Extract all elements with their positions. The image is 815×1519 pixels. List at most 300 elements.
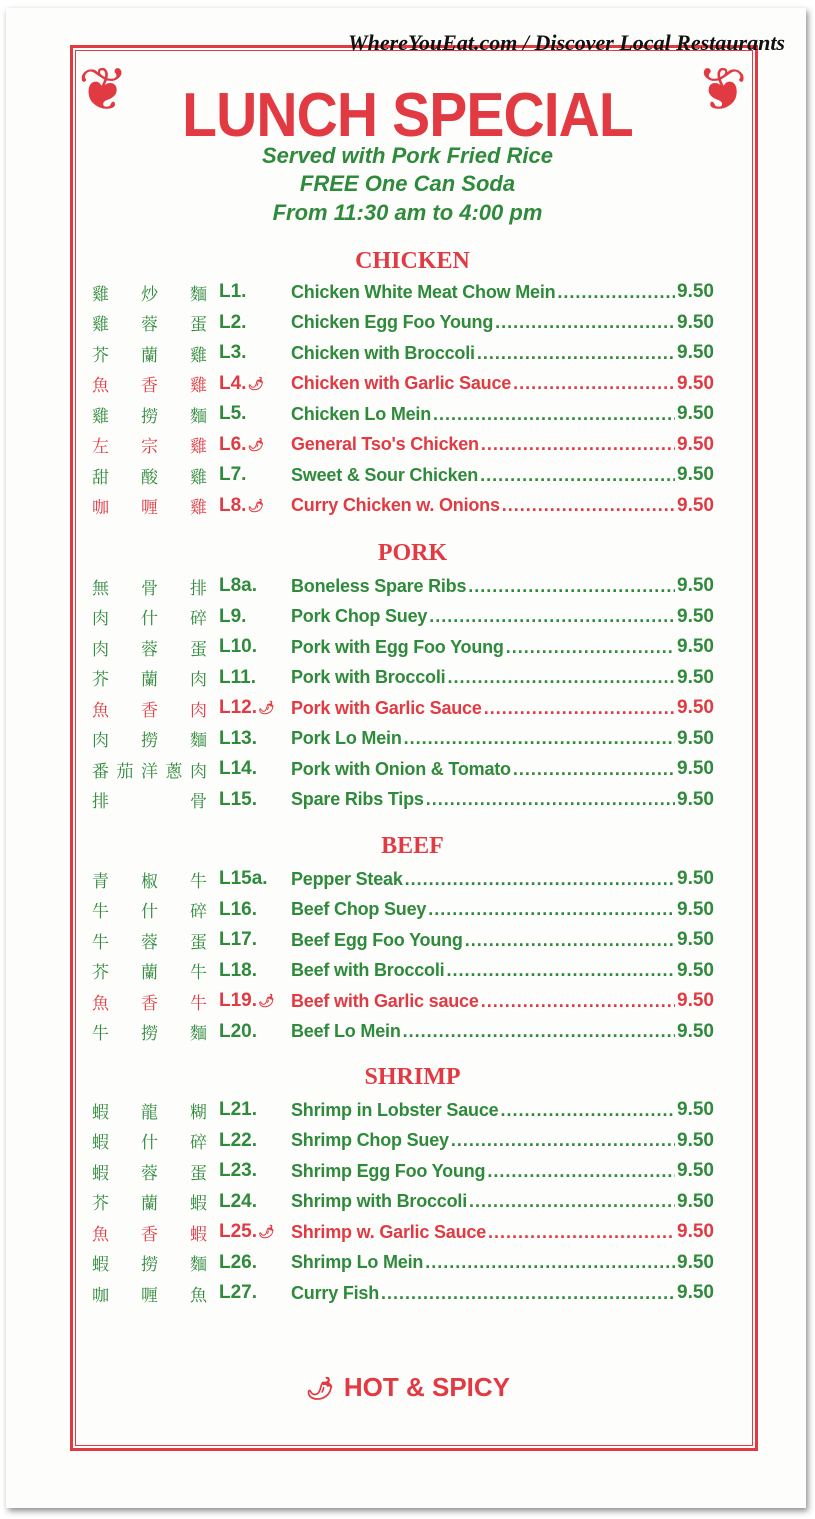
item-code-text: L15a.: [219, 868, 268, 889]
item-price: 9.50: [677, 929, 714, 950]
chinese-char: 雞: [190, 467, 207, 488]
item-code: [219, 1282, 291, 1304]
item-code: [219, 1021, 291, 1043]
chinese-char: 魚: [92, 700, 109, 721]
item-name: Sweet & Sour Chicken: [291, 464, 479, 485]
chinese-name: [92, 371, 207, 396]
menu-item: [92, 572, 714, 600]
item-name: Pork with Egg Foo Young: [291, 636, 504, 657]
chinese-name: [92, 1128, 207, 1153]
dot-leader: [502, 495, 675, 516]
item-price: 9.50: [677, 433, 714, 455]
item-code: [219, 464, 291, 486]
dot-leader: [477, 343, 675, 364]
menu-item: [92, 1096, 714, 1124]
chinese-char: 宗: [141, 437, 158, 457]
item-code-text: L7.: [219, 464, 247, 485]
item-code-text: L1.: [219, 281, 247, 302]
menu-item: [92, 865, 714, 893]
item-price: 9.50: [677, 758, 714, 779]
menu-item: [92, 1188, 714, 1216]
item-price: 9.50: [677, 575, 714, 596]
menu-item: [92, 755, 714, 783]
chinese-char: 蘭: [141, 1194, 158, 1214]
item-code-text: L24.: [219, 1190, 258, 1212]
chinese-char: 蓉: [141, 639, 158, 660]
chinese-char: 蛋: [190, 639, 207, 660]
dot-leader: [495, 312, 675, 333]
chili-pepper-icon: 🌶: [258, 1224, 275, 1239]
item-price: 9.50: [677, 1160, 714, 1181]
chinese-char: 魚: [92, 993, 109, 1014]
menu-item: [92, 957, 714, 985]
item-code-text: L10.: [219, 636, 258, 657]
chinese-char: 牛: [190, 993, 207, 1014]
subtitle-line: From 11:30 am to 4:00 pm: [272, 200, 543, 225]
menu-item: [92, 725, 714, 753]
item-name: Shrimp with Broccoli: [291, 1191, 468, 1211]
chinese-char: 雞: [190, 345, 207, 366]
chinese-char: 蓉: [141, 315, 158, 335]
chinese-char: 牛: [190, 963, 207, 983]
dot-leader: [403, 1021, 675, 1042]
item-code: [219, 929, 291, 951]
chinese-name: [92, 1098, 207, 1123]
item-price: 9.50: [677, 1282, 714, 1303]
item-name: Spare Ribs Tips: [291, 789, 424, 809]
menu-item: [92, 339, 714, 367]
item-code: [219, 342, 291, 364]
hot-spicy-legend: [0, 1372, 815, 1403]
item-code-text: L19.: [219, 990, 258, 1011]
item-code-text: L20.: [219, 1020, 258, 1042]
chinese-char: 肉: [190, 670, 207, 690]
item-price: 9.50: [677, 990, 714, 1011]
chinese-name: [92, 867, 207, 892]
chinese-char: 香: [141, 376, 158, 396]
item-name: Beef Lo Mein: [291, 1021, 401, 1041]
chinese-name: [92, 1220, 207, 1245]
chinese-char: 麵: [190, 406, 207, 427]
item-code: [219, 373, 291, 395]
item-price: 9.50: [677, 1221, 714, 1242]
chinese-char: 蝦: [92, 1133, 109, 1153]
item-code: [219, 281, 291, 303]
chinese-char: 牛: [92, 932, 109, 953]
item-code-text: L3.: [219, 342, 247, 363]
chinese-char: 芥: [92, 1194, 109, 1214]
chinese-char: 蝦: [92, 1102, 109, 1123]
item-name: Shrimp Chop Suey: [291, 1130, 449, 1150]
chinese-name: [92, 726, 207, 751]
chinese-char: 雞: [92, 406, 109, 427]
chinese-char: 碎: [190, 609, 207, 629]
item-price: 9.50: [677, 1190, 714, 1212]
chinese-char: 牛: [92, 1024, 109, 1044]
dot-leader: [481, 991, 675, 1012]
chili-pepper-icon: 🌶: [258, 993, 275, 1008]
chinese-char: 蓉: [141, 1163, 158, 1184]
dot-leader: [446, 960, 675, 981]
section-header-chicken: CHICKEN: [355, 248, 470, 274]
chinese-char: 牛: [190, 871, 207, 892]
menu-item: [92, 633, 714, 661]
chinese-char: 無: [92, 578, 109, 599]
menu-item: [92, 1127, 714, 1155]
item-price: 9.50: [677, 788, 714, 810]
chinese-name: [92, 635, 207, 660]
chinese-char: 香: [141, 993, 158, 1014]
chinese-char: 甜: [92, 467, 109, 488]
item-name: Chicken Lo Mein: [291, 403, 432, 424]
chinese-name: [92, 1019, 207, 1044]
chinese-char: 香: [141, 700, 158, 721]
item-code: [219, 899, 291, 921]
item-name: Shrimp in Lobster Sauce: [291, 1099, 499, 1120]
item-name: Curry Fish: [291, 1282, 380, 1303]
menu-item: [92, 1218, 714, 1246]
chinese-char: 青: [92, 871, 109, 892]
item-name: Chicken with Garlic Sauce: [291, 373, 512, 393]
item-code-text: L6.: [219, 433, 247, 455]
chinese-char: 咖: [92, 1285, 109, 1306]
chinese-char: 骨: [141, 578, 158, 599]
menu-item: [92, 492, 714, 520]
menu-item: [92, 370, 714, 398]
item-code: [219, 312, 291, 334]
chinese-char: 麵: [190, 1024, 207, 1044]
item-code: [219, 758, 291, 780]
item-code: [219, 789, 291, 811]
menu-item: [92, 664, 714, 692]
chinese-name: [92, 958, 207, 983]
dot-leader: [465, 930, 675, 951]
dot-leader: [447, 667, 675, 688]
menu-item: [92, 1279, 714, 1307]
chinese-name: [92, 604, 207, 629]
item-code-text: L15.: [219, 788, 258, 810]
menu-item: [92, 309, 714, 337]
item-name: General Tso's Chicken: [291, 434, 479, 454]
floral-ornament-icon: ❦: [696, 56, 747, 123]
section-header-pork: PORK: [377, 540, 448, 566]
menu-item: [92, 400, 714, 428]
item-code-text: L23.: [219, 1160, 258, 1181]
chinese-char: 骨: [190, 792, 207, 812]
dot-leader: [506, 637, 675, 658]
chinese-char: 蘭: [141, 963, 158, 983]
menu-title: LUNCH SPECIAL: [182, 81, 633, 150]
chinese-char: 什: [141, 609, 158, 629]
chinese-name: [92, 402, 207, 427]
chinese-char: 麵: [190, 1255, 207, 1275]
menu-item: [92, 694, 714, 722]
dot-leader: [381, 1283, 675, 1304]
item-code-text: L2.: [219, 311, 247, 333]
chili-pepper-icon: 🌶: [305, 1376, 334, 1401]
item-name: Pork Chop Suey: [291, 606, 428, 626]
chinese-char: 撈: [141, 1255, 158, 1275]
item-code-text: L17.: [219, 929, 258, 950]
item-price: 9.50: [677, 1099, 714, 1120]
chinese-name: [92, 928, 207, 953]
item-name: Shrimp Egg Foo Young: [291, 1160, 486, 1181]
chinese-name: [92, 1159, 207, 1184]
legend-label: HOT & SPICY: [343, 1372, 511, 1402]
item-code-text: L27.: [219, 1282, 258, 1303]
item-price: 9.50: [677, 1251, 714, 1273]
chinese-char: 牛: [92, 902, 109, 922]
item-price: 9.50: [677, 311, 714, 333]
item-code-text: L4.: [219, 372, 247, 394]
item-price: 9.50: [677, 1129, 714, 1151]
menu-item: [92, 603, 714, 631]
item-code: [219, 1160, 291, 1182]
chinese-char: 魚: [92, 376, 109, 396]
chinese-char: 蛋: [190, 1163, 207, 1184]
chinese-name: [92, 1189, 207, 1214]
chinese-char: 咖: [92, 498, 109, 518]
subtitle-line: Served with Pork Fried Rice: [262, 143, 553, 168]
chinese-name: [92, 463, 207, 488]
dot-leader: [425, 1252, 675, 1273]
item-code: [219, 1130, 291, 1152]
dot-leader: [513, 373, 675, 394]
item-price: 9.50: [677, 697, 714, 718]
chinese-char: 肉: [92, 609, 109, 629]
item-name: Beef Chop Suey: [291, 899, 427, 919]
item-price: 9.50: [677, 868, 714, 889]
chinese-char: 肉: [190, 761, 207, 782]
item-code-text: L13.: [219, 727, 258, 749]
item-price: 9.50: [677, 1020, 714, 1042]
chinese-char: 蓉: [141, 932, 158, 953]
item-name: Chicken White Meat Chow Mein: [291, 281, 556, 302]
item-code: [219, 697, 291, 719]
chinese-char: 雞: [190, 437, 207, 457]
chinese-char: 蔥: [165, 761, 183, 782]
chinese-char: 肉: [92, 639, 109, 660]
menu-item: [92, 987, 714, 1015]
chinese-char: 撈: [141, 406, 158, 427]
dot-leader: [428, 899, 675, 920]
item-code: [219, 434, 291, 456]
item-name: Pepper Steak: [291, 868, 403, 889]
item-code-text: L26.: [219, 1251, 258, 1273]
chinese-name: [92, 280, 207, 305]
chinese-char: 香: [141, 1224, 158, 1245]
chinese-name: [92, 341, 207, 366]
item-code-text: L14.: [219, 758, 258, 779]
chinese-char: 蘭: [141, 670, 158, 690]
dot-leader: [433, 404, 675, 425]
menu-item: [92, 1249, 714, 1277]
item-name: Beef Egg Foo Young: [291, 929, 463, 950]
menu-item: [92, 1018, 714, 1046]
item-code: [219, 606, 291, 628]
chinese-name: [92, 432, 207, 457]
dot-leader: [480, 465, 675, 486]
chinese-char: 芥: [92, 963, 109, 983]
dot-leader: [487, 1161, 675, 1182]
chinese-char: 麵: [190, 731, 207, 751]
chinese-char: 酸: [141, 467, 158, 488]
chinese-name: [92, 1281, 207, 1306]
item-price: 9.50: [677, 494, 714, 516]
subtitle-line: FREE One Can Soda: [299, 171, 516, 196]
item-price: 9.50: [677, 464, 714, 485]
chinese-name: [92, 897, 207, 922]
item-name: Curry Chicken w. Onions: [291, 495, 500, 515]
item-code: [219, 495, 291, 517]
item-code-text: L5.: [219, 403, 247, 424]
chinese-char: 雞: [92, 284, 109, 305]
item-name: Chicken Egg Foo Young: [291, 312, 494, 332]
section-header-beef: BEEF: [381, 833, 444, 859]
item-price: 9.50: [677, 636, 714, 657]
chinese-char: 糊: [190, 1102, 207, 1123]
item-price: 9.50: [677, 727, 714, 749]
chinese-char: 蘭: [141, 345, 158, 366]
chili-pepper-icon: 🌶: [247, 375, 264, 391]
item-name: Shrimp Lo Mein: [291, 1252, 424, 1272]
chinese-char: 蛋: [190, 932, 207, 953]
chinese-char: 蝦: [92, 1255, 109, 1275]
item-price: 9.50: [677, 898, 714, 920]
chinese-char: 碎: [190, 1133, 207, 1153]
item-code: [219, 403, 291, 425]
item-code: [219, 868, 291, 890]
chinese-name: [92, 757, 207, 782]
item-name: Shrimp w. Garlic Sauce: [291, 1221, 487, 1242]
item-code: [219, 1252, 291, 1274]
dot-leader: [488, 1222, 675, 1243]
item-code: [219, 667, 291, 689]
chinese-name: [92, 574, 207, 599]
chinese-char: 什: [141, 902, 158, 922]
chinese-char: 椒: [141, 871, 158, 892]
chinese-char: 雞: [92, 315, 109, 335]
item-code-text: L21.: [219, 1099, 258, 1120]
item-code: [219, 636, 291, 658]
item-code-text: L25.: [219, 1221, 258, 1242]
chinese-char: 什: [141, 1133, 158, 1153]
chinese-char: 芥: [92, 670, 109, 690]
chinese-char: 肉: [190, 700, 207, 721]
chinese-char: 蛋: [190, 315, 207, 335]
dot-leader: [557, 282, 675, 303]
item-name: Chicken with Broccoli: [291, 342, 475, 363]
chinese-name: [92, 787, 207, 812]
chinese-char: 蝦: [92, 1163, 109, 1184]
floral-ornament-icon: ❦: [78, 56, 129, 123]
item-name: Pork with Onion & Tomato: [291, 758, 511, 779]
item-code: [219, 1221, 291, 1243]
item-price: 9.50: [677, 605, 714, 627]
item-price: 9.50: [677, 372, 714, 394]
dot-leader: [481, 434, 675, 455]
item-code-text: L9.: [219, 605, 247, 627]
dot-leader: [513, 759, 675, 780]
item-name: Boneless Spare Ribs: [291, 575, 467, 596]
chinese-char: 茄: [116, 761, 134, 782]
chinese-char: 喱: [141, 1285, 158, 1306]
item-code: [219, 990, 291, 1012]
menu-item: [92, 896, 714, 924]
chinese-char: 碎: [190, 902, 207, 922]
item-price: 9.50: [677, 666, 714, 688]
dot-leader: [404, 728, 675, 749]
dot-leader: [468, 576, 675, 597]
item-code-text: L8.: [219, 494, 247, 516]
watermark-text: WhereYouEat.com / Discover Local Restaurants: [348, 30, 785, 55]
chinese-char: 芥: [92, 345, 109, 366]
item-code-text: L12.: [219, 697, 258, 718]
chinese-char: 洋: [141, 761, 158, 782]
menu-item: [92, 461, 714, 489]
item-name: Pork Lo Mein: [291, 728, 402, 748]
item-price: 9.50: [677, 342, 714, 363]
chinese-name: [92, 696, 207, 721]
item-name: Beef with Garlic sauce: [291, 990, 479, 1011]
dot-leader: [426, 789, 675, 810]
dot-leader: [500, 1100, 675, 1121]
item-name: Beef with Broccoli: [291, 960, 445, 980]
dot-leader: [429, 606, 675, 627]
section-header-shrimp: SHRIMP: [364, 1064, 461, 1090]
chinese-char: 魚: [92, 1224, 109, 1245]
chinese-char: 雞: [190, 376, 207, 396]
chinese-char: 炒: [141, 284, 158, 305]
item-price: 9.50: [677, 281, 714, 302]
chinese-name: [92, 665, 207, 690]
chinese-char: 龍: [141, 1102, 158, 1123]
chinese-char: 喱: [141, 498, 158, 518]
chinese-char: 排: [190, 578, 207, 599]
item-name: Pork with Broccoli: [291, 667, 446, 687]
menu-item: [92, 926, 714, 954]
item-code: [219, 960, 291, 982]
chili-pepper-icon: 🌶: [247, 436, 264, 452]
chinese-name: [92, 1250, 207, 1275]
chinese-char: 排: [92, 792, 109, 812]
item-code: [219, 728, 291, 750]
item-code-text: L11.: [219, 666, 256, 688]
chili-pepper-icon: 🌶: [247, 497, 264, 513]
chinese-char: 麵: [190, 284, 207, 305]
item-price: 9.50: [677, 403, 714, 424]
chinese-char: 蝦: [190, 1224, 207, 1245]
menu-item: [92, 431, 714, 459]
chinese-char: 魚: [190, 1285, 207, 1306]
menu-item: [92, 786, 714, 814]
chinese-char: 雞: [190, 498, 207, 518]
item-code: [219, 1191, 291, 1213]
item-code: [219, 1099, 291, 1121]
dot-leader: [469, 1191, 675, 1212]
dot-leader: [405, 869, 675, 890]
item-code: [219, 575, 291, 597]
chinese-char: 番: [92, 761, 109, 782]
item-code-text: L8a.: [219, 575, 258, 596]
chinese-name: [92, 493, 207, 518]
chinese-char: 撈: [141, 731, 158, 751]
menu-item: [92, 278, 714, 306]
chinese-char: 撈: [141, 1024, 158, 1044]
dot-leader: [484, 698, 675, 719]
chili-pepper-icon: 🌶: [258, 700, 275, 715]
item-code-text: L18.: [219, 959, 258, 981]
